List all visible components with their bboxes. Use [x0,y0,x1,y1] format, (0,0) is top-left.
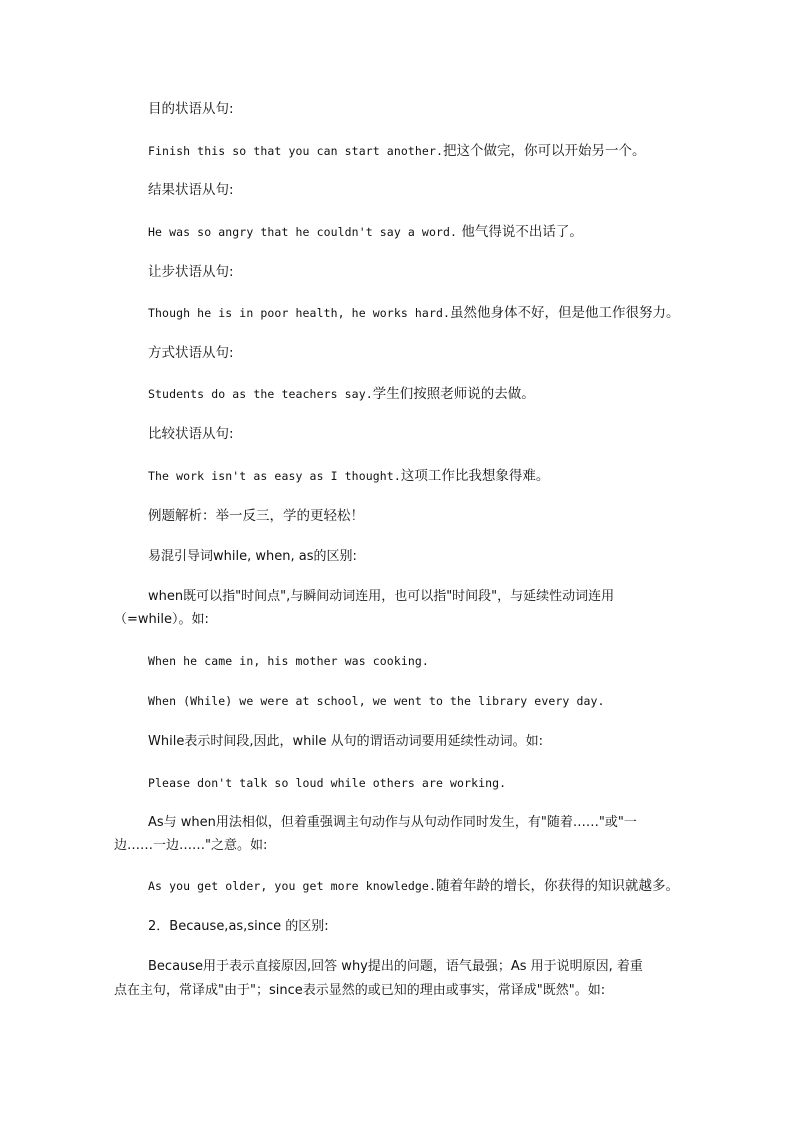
as-paragraph-line-2: 边……一边……"之意。如: [114,838,268,853]
example-concession [148,304,680,323]
example-purpose [148,142,646,161]
when-paragraph-line-2: （=while）。如: [114,612,209,627]
examples-heading: 例题解析：举一反三，学的更轻松！ [148,508,364,524]
when-example-1: When he came in, his mother was cooking. [148,654,429,668]
confusing-conjunctions-heading: 易混引导词while, when, as的区别: [148,549,357,564]
when-paragraph-line-1: when既可以指"时间点",与瞬间动词连用，也可以指"时间段"，与延续性动词连用 [148,589,615,604]
as-paragraph-line-1: As与 when用法相似，但着重强调主句动作与从句动作同时发生，有"随着……"或"一 [148,815,637,830]
example-english: He was so angry that he couldn't say a word. [148,225,458,239]
example-chinese: 随着年龄的增长，你获得的知识就越多。 [435,878,679,894]
example-manner [148,385,535,404]
example-chinese: 虽然他身体不好，但是他工作很努力。 [450,305,680,321]
while-example: Please don't talk so loud while others are working. [148,776,507,790]
example-english: Though he is in poor health, he works hard. [148,306,451,320]
example-chinese: 这项工作比我想象得难。 [400,468,550,484]
example-english: The work isn't as easy as I thought. [148,469,401,483]
example-chinese: 他气得说不出话了。 [457,224,583,240]
example-chinese: 学生们按照老师说的去做。 [372,386,535,402]
while-paragraph: While表示时间段,因此，while 从句的谓语动词要用延续性动词。如: [148,734,544,749]
example-result [148,223,583,242]
because-paragraph-line-2: 点在主句，常译成"由于"；since表示显然的或已知的理由或事实，常译成"既然"。如: [114,983,606,998]
example-english: Students do as the teachers say. [148,387,373,401]
example-comparison [148,467,549,486]
heading-concession-clause: 让步状语从句: [148,264,234,280]
example-chinese: 把这个做完，你可以开始另一个。 [443,143,646,159]
heading-manner-clause: 方式状语从句: [148,345,234,361]
because-paragraph-line-1: Because用于表示直接原因,回答 why提出的问题，语气最强；As 用于说明原因, 着重 [148,959,643,974]
when-example-2: When (While) we were at school, we went to the library every day. [148,694,605,708]
example-english: As you get older, you get more knowledge. [148,879,436,893]
as-example [148,877,679,896]
example-english: Finish this so that you can start another. [148,144,443,158]
heading-purpose-clause: 目的状语从句: [148,101,234,117]
heading-result-clause: 结果状语从句: [148,182,234,198]
heading-comparison-clause: 比较状语从句: [148,426,234,442]
because-as-since-heading: 2．Because,as,since 的区别: [148,919,329,934]
